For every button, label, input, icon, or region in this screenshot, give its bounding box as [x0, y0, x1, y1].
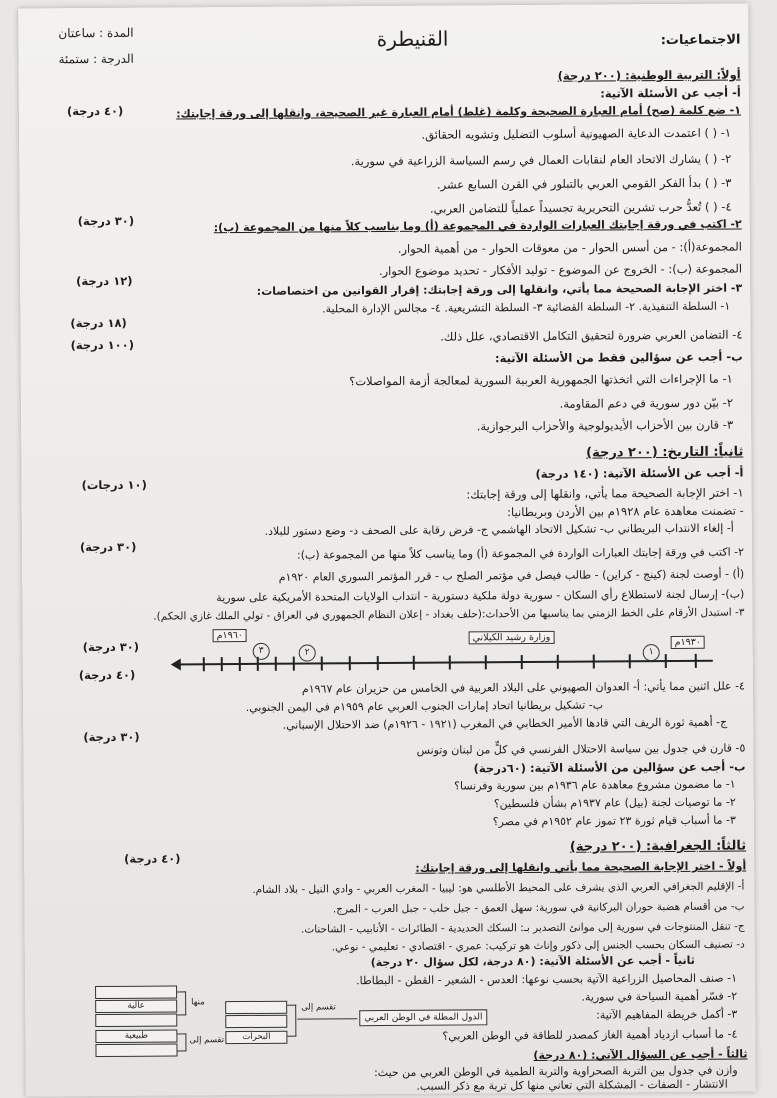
timeline-axis — [173, 660, 713, 666]
s1-b-mark: (١٠٠ درجة) — [70, 337, 134, 353]
exam-sheet — [18, 3, 756, 1096]
s2-a-head: أ- أجب عن الأسئلة الآتية: (١٤٠ درجة) — [535, 465, 744, 481]
s1-q4-mark: (١٨ درجة) — [70, 315, 127, 331]
s3-q3-head: ثالثاً - أجب عن السؤال الآتي: (٨٠ درجة) — [533, 1047, 748, 1062]
s1-q2-group-a: المجموعة(أ): - من أسس الحوار - من معوقات الحوار - من أهمية الحوار. — [397, 239, 742, 256]
s3-q1-item-a: أ- الإقليم الجغرافي العربي الذي يشرف على المحيط الأطلسي هو: ليبيا - المغرب العربي - وادي النيل - بلاد الشام. — [252, 880, 745, 896]
s2-q3-mark: (٣٠ درجة) — [82, 639, 140, 655]
s2-b-item-3: ٣- ما أسباب قيام ثورة ٢٣ تموز عام ١٩٥٢م في مصر؟ — [492, 813, 736, 829]
s3-q2-head: ثانياً - أجب عن الأسئلة الآتية: (٨٠ درجة، لكل سؤال ٢٠ درجة) — [370, 953, 695, 970]
timeline-date-right: ١٩٣٠م — [671, 636, 705, 649]
map-label-top: منها — [191, 997, 205, 1008]
s3-q3-criteria: الانتشار - الصفات - المشكلة التي تعاني منها كل تربة مع ذكر السبب. — [416, 1077, 728, 1093]
timeline-circle-3: ٣ — [253, 643, 270, 660]
city-title: القنيطرة — [376, 26, 449, 52]
timeline-tick — [221, 657, 223, 671]
map-label-divide: تقسم إلى — [301, 1002, 336, 1013]
s2-q5-mark: (٣٠ درجة) — [83, 729, 140, 745]
s3-q2-item-2: ٢- فسّر أهمية السياحة في سورية. — [581, 989, 738, 1004]
s3-title: ثالثاً: الجغرافية: (٢٠٠ درجة) — [569, 838, 747, 855]
timeline-tick — [321, 656, 323, 670]
s2-b-head: ب- أجب عن سؤالين من الأسئلة الآتية: (٦٠درجة) — [473, 759, 746, 776]
s3-q2-item-1: ١- صنف المحاصيل الزراعية الآتية بحسب نوعها: العدس - الشعير - القطن - البطاطا. — [356, 971, 738, 988]
map-bracket — [287, 1005, 296, 1037]
map-box — [225, 1001, 287, 1014]
map-box — [95, 1043, 177, 1057]
map-box-high: عالية — [95, 999, 177, 1013]
map-center-box: الدول المطلة في الوطن العربي — [359, 1009, 487, 1026]
timeline-arrow — [171, 658, 181, 670]
s1-q1-item-1: ١- ( ) اعتمدت الدعاية الصهيونية أسلوب التضليل وتشويه الحقائق. — [421, 125, 732, 142]
map-box — [95, 985, 177, 999]
s2-b-item-2: ٢- ما توصيات لجنة (بيل) عام ١٩٣٧م بشأن فلسطين؟ — [493, 795, 736, 811]
map-bracket — [177, 1033, 186, 1051]
timeline-tick — [275, 657, 277, 671]
s1-q3-options: ١- السلطة التنفيذية. ٢- السلطة القضائية ٣- السلطة التشريعية. ٤- مجالس الإدارة المحلية. — [322, 299, 731, 316]
timeline-tick — [665, 654, 667, 668]
s1-q2-head: ٢- اكتب في ورقة إجابتك العبارات الواردة في المجموعة (أ) وما يناسب كلاً منها من المجموعة (ب): — [213, 217, 742, 235]
map-label-bottom: تقسم إلى — [189, 1035, 225, 1046]
s1-q3-head: ٣- اختر الإجابة الصحيحة مما يأتي، وانقلها إلى ورقة إجابتك: إقرار القوانين من اختصاصات: — [256, 281, 743, 298]
s2-q4-b: ب- تشكيل بريطانيا اتحاد إمارات الجنوب العربي عام ١٩٥٩م في اليمن الجنوبي. — [245, 698, 604, 714]
timeline — [173, 626, 713, 674]
s2-q1-options: أ- إلغاء الانتداب البريطاني ب- تشكيل الاتحاد الهاشمي ج- فرض رقابة على الصحف د- وضع دستور للبلاد. — [264, 521, 734, 538]
s1-b-item-1: ١- ما الإجراءات التي اتخذتها الجمهورية العربية السورية لمعالجة أزمة المواصلات؟ — [349, 371, 733, 389]
s2-title: ثانياً: التاريخ: (٢٠٠ درجة) — [586, 444, 744, 461]
timeline-tick — [377, 656, 379, 670]
timeline-tick — [695, 654, 697, 668]
s1-q3-mark: (١٢ درجة) — [76, 273, 133, 289]
duration-label: المدة : ساعتان — [58, 25, 134, 41]
timeline-circle-1: ١ — [643, 644, 660, 661]
s1-q1-item-3: ٣- ( ) بدأ الفكر القومي العربي بالتبلور في القرن السابع عشر. — [436, 175, 732, 192]
timeline-tick — [521, 655, 523, 669]
s2-q2-head: ٢- اكتب في ورقة إجابتك العبارات الواردة في المجموعة (أ) وما يناسب كلاً منها من المجموعة (ب): — [296, 545, 745, 562]
s2-q5-text: ٥- قارن في جدول بين سياسة الاحتلال الفرنسي في كلٍّ من لبنان وتونس — [416, 741, 746, 757]
s1-title: أولاً: التربية الوطنية: (٢٠٠ درجة) — [557, 67, 741, 83]
s2-q1-stem: - تضمنت معاهدة عام ١٩٢٨م بين الأردن وبريطانيا: — [507, 503, 744, 520]
timeline-tick — [413, 656, 415, 670]
s3-q1-head: أولاً - اختر الإجابة الصحيحة مما يأتي وانقلها إلى ورقة إجابتك: — [415, 859, 747, 875]
s1-b-item-3: ٣- قارن بين الأحزاب الأيديولوجية والأحزاب البرجوازية. — [476, 417, 734, 434]
timeline-tick — [293, 657, 295, 671]
s3-q3-text: وازن في جدول بين التربة الصحراوية والتربة الطمية في الوطن العربي من حيث: — [373, 1063, 738, 1080]
s2-b-item-1: ١- ما مضمون مشروع معاهدة عام ١٩٣٦م بين سورية وفرنسا؟ — [454, 777, 736, 793]
s3-q1-mark: (٤٠ درجة) — [124, 851, 181, 866]
map-connector — [297, 1018, 357, 1019]
timeline-tick — [239, 657, 241, 671]
timeline-tick — [485, 655, 487, 669]
s2-q2-group-b: (ب)- إرسال لجنة لاستطلاع رأي السكان - سورية دولة ملكية دستورية - انتداب الولايات المتحدة الأمريكية على سورية — [216, 587, 745, 605]
s1-b-head: ب- أجب عن سؤالين فقط من الأسئلة الآتية: — [494, 349, 743, 366]
subject-label: الاجتماعيات: — [660, 32, 741, 49]
map-box — [225, 1015, 287, 1028]
s1-q1-mark: (٤٠ درجة) — [66, 103, 124, 119]
s3-q1-item-d: د- تصنيف السكان بحسب الجنس إلى ذكور وإناث هو تركيب: عمري - اقتصادي - تعليمي - نوعي. — [331, 938, 745, 954]
grade-label: الدرجة : ستمئة — [58, 51, 134, 67]
s1-q2-mark: (٣٠ درجة) — [77, 213, 135, 229]
timeline-circle-2: ٢ — [299, 645, 316, 662]
s1-q1-item-2: ٢- ( ) يشارك الاتحاد العام لنقابات العمال في رسم السياسة الزراعية في سورية. — [350, 151, 732, 169]
s3-q2-item-3: ٣- أكمل خريطة المفاهيم الآتية: — [596, 1007, 738, 1022]
s2-q1-mark: (١٠ درجات) — [81, 477, 147, 493]
s2-q2-group-a: (أ) - أوصت لجنة (كينج - كراين) - طالب فيصل في مؤتمر الصلح ب - قرر المؤتمر السوري العام ١٩٢٠م — [278, 567, 745, 584]
s1-q2-group-b: المجموعة (ب): - الخروج عن الموضوع - توليد الأفكار - تحديد موضوع الحوار. — [378, 261, 743, 279]
s1-q1-item-4: ٤- ( ) تُعدُّ حرب تشرين التحريرية تجسيداً عملياً للتضامن العربي. — [429, 199, 732, 216]
map-bracket — [177, 991, 186, 1015]
map-box-natural: طبيعية — [95, 1029, 177, 1043]
timeline-tick — [557, 655, 559, 669]
s1-q4-text: ٤- التضامن العربي ضرورة لتحقيق التكامل الاقتصادي، علل ذلك. — [440, 327, 743, 344]
s2-q4-mark: (٤٠ درجة) — [78, 667, 136, 683]
s3-q2-item-4: ٤- ما أسباب ازدياد أهمية الغاز كمصدر للطاقة في الوطن العربي؟ — [442, 1027, 738, 1043]
timeline-middle-box: وزارة رشيد الكيلاني — [469, 631, 555, 645]
timeline-tick — [593, 655, 595, 669]
s2-q4-c: ج- أهمية ثورة الريف التي قادها الأمير الخطابي في المغرب (١٩٢١ - ١٩٢٦م) ضد الاحتلال الإسباني. — [282, 715, 728, 732]
timeline-date-left: ١٩٦٠م — [213, 629, 247, 642]
map-box — [95, 1013, 177, 1027]
timeline-tick — [203, 657, 205, 671]
timeline-tick — [449, 656, 451, 670]
s1-b-item-2: ٢- بيّن دور سورية في دعم المقاومة. — [559, 395, 734, 411]
s2-q3-head: ٣- استبدل الأرقام على الخط الزمني بما يناسبها من الأحداث:(حلف بغداد - إعلان النظام الجمهوري في العراق - تولي الملك غازي الحكم). — [153, 606, 745, 623]
timeline-tick — [629, 654, 631, 668]
s1-q1-head: ١- ضع كلمة (صح) أمام العبارة الصحيحة وكلمة (غلط) أمام العبارة غير الصحيحة، وانقلها إلى ورقة إجابتك: — [176, 103, 741, 121]
timeline-tick — [349, 656, 351, 670]
concept-map — [95, 983, 483, 1064]
s2-q4-head: ٤- علل اثنين مما يأتي: أ- العدوان الصهيوني على البلاد العربية في الخامس من حزيران عام ١٩٦٧م — [301, 679, 746, 696]
map-box-lakes: البحرات — [225, 1031, 287, 1044]
s2-q1-head: ١- اختر الإجابة الصحيحة مما يأتي، وانقلها إلى ورقة إجابتك: — [466, 485, 744, 502]
s2-q2-mark: (٣٠ درجة) — [79, 539, 137, 555]
s3-q1-item-c: ج- تنقل المنتوجات في سورية إلى موانئ التصدير بـ: السكك الحديدية - الطائرات - الأنابيب - الشاحنات. — [300, 920, 745, 936]
s1-a-head: أ- أجب عن الأسئلة الآتية: — [600, 85, 741, 101]
s3-q1-item-b: ب- من أقسام هضبة حوران البركانية في سورية: سهل العمق - جبل حلب - جبل العرب - المرج. — [332, 900, 745, 916]
